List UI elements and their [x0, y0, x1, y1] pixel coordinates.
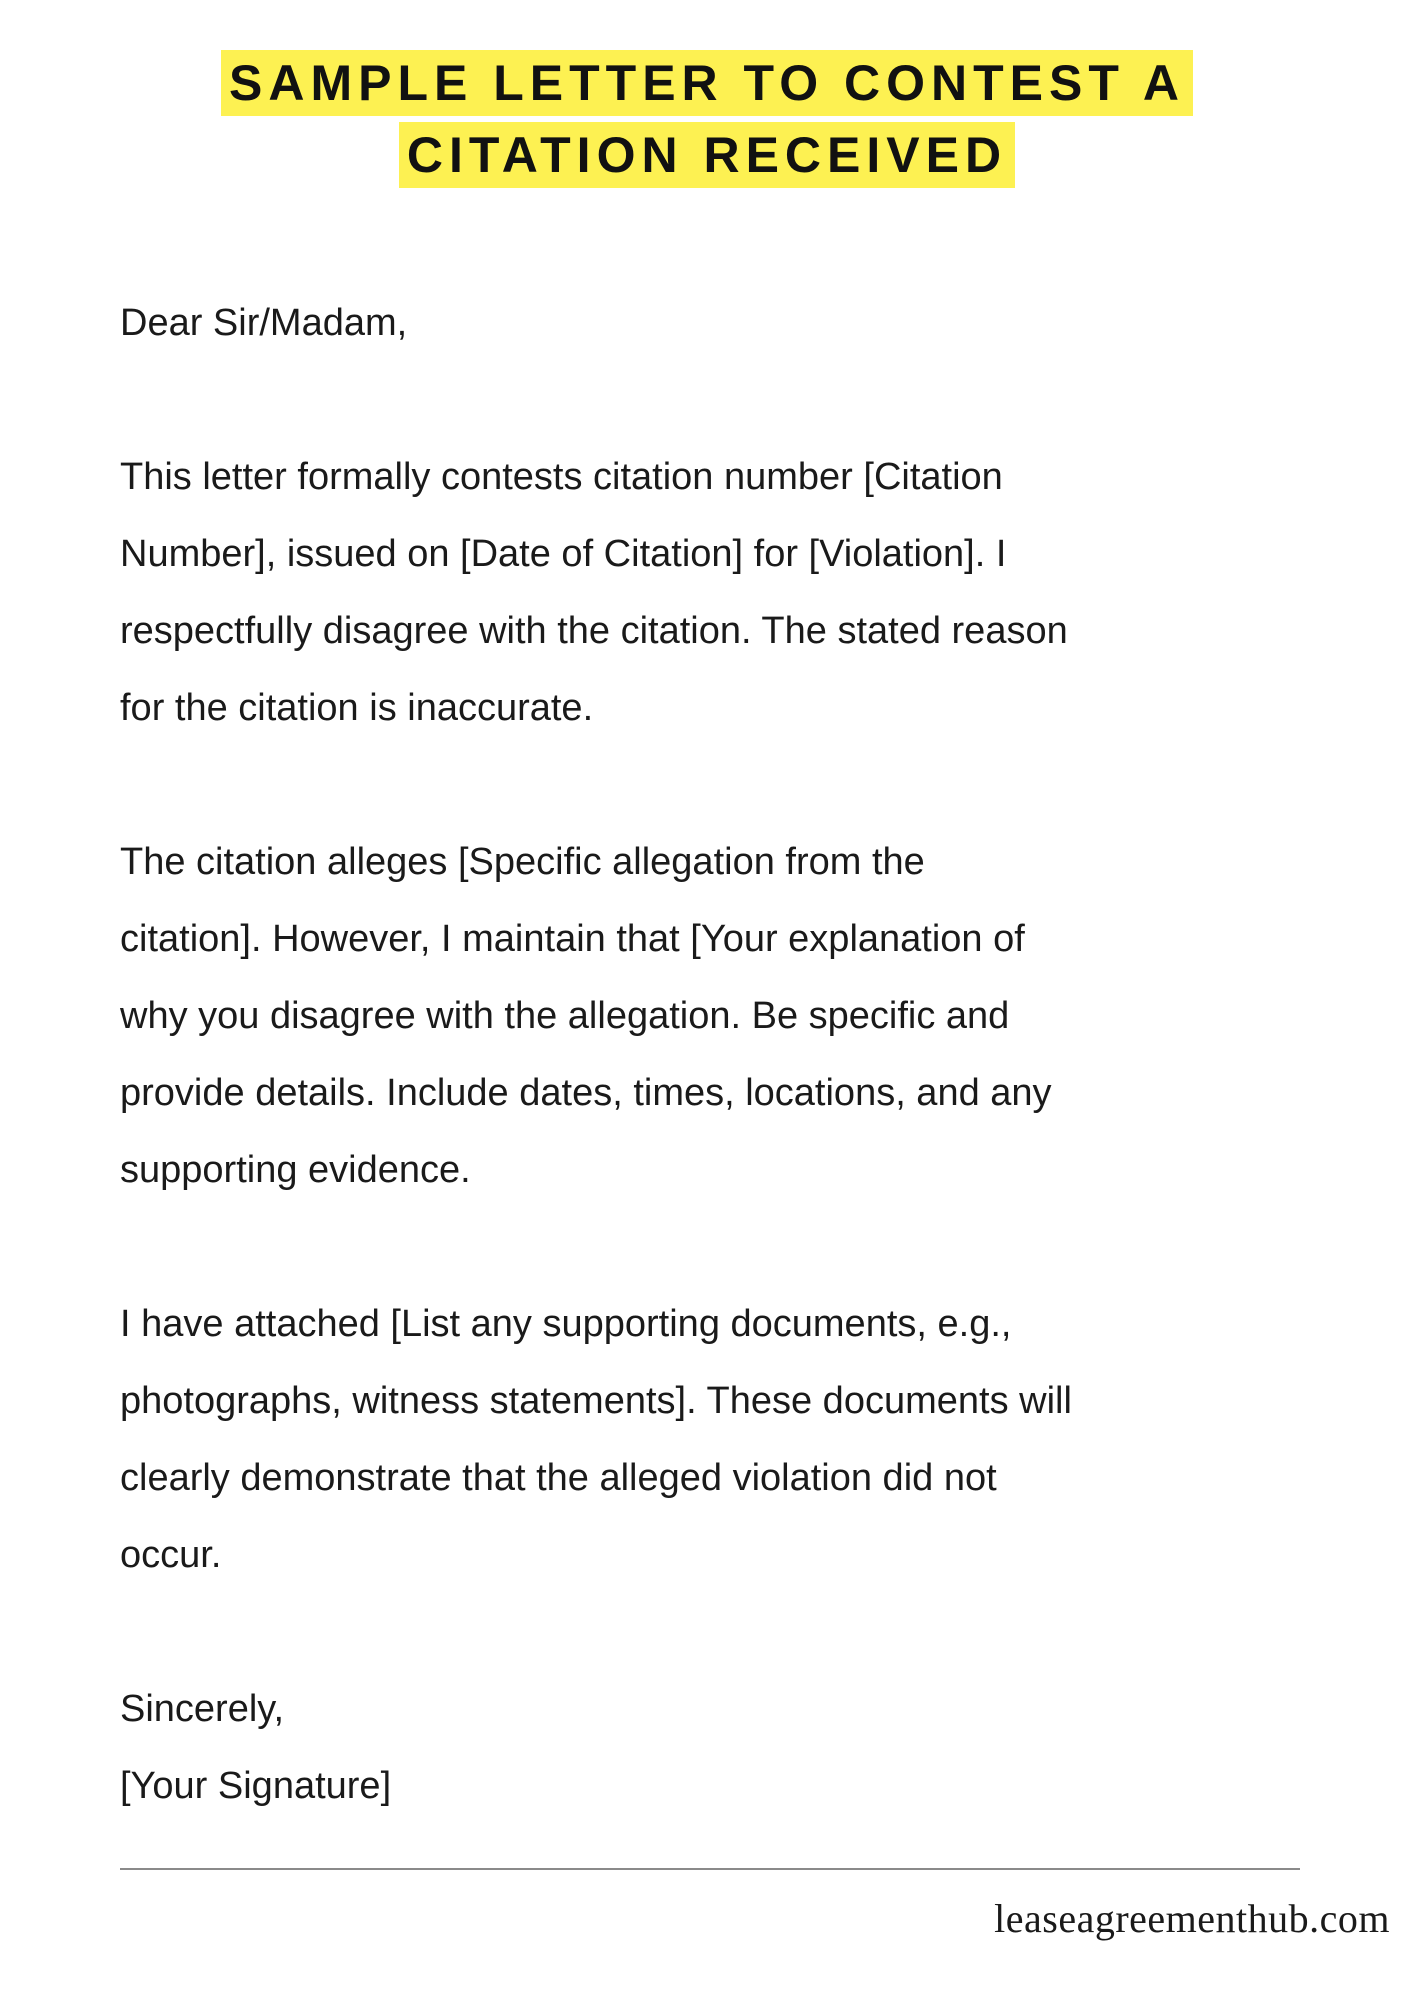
closing-signature: Sincerely, [Your Signature] [120, 1688, 392, 1807]
paragraph-attachments: I have attached [List any supporting documents, e.g., photographs, witness statements]. These documents will clearly demonstrate that the alleged violation did not occur. [120, 1303, 1072, 1576]
letter-body [120, 285, 1350, 1825]
paragraph-explanation: The citation alleges [Specific allegation from the citation]. However, I maintain that [Your explanation of why you disagree with the allegation. Be specific and provide details. Include dates, times, locations, and any supporting evidence. [120, 841, 1052, 1191]
title-line-1: SAMPLE LETTER TO CONTEST A [221, 50, 1193, 116]
paragraph-contest: This letter formally contests citation number [Citation Number], issued on [Date of Citation] for [Violation]. I respectfully disagree with the citation. The stated reason for the citation is inaccurate. [120, 456, 1068, 729]
greeting: Dear Sir/Madam, [120, 302, 408, 344]
footer-divider [120, 1868, 1300, 1870]
footer-website: leaseagreementhub.com [994, 1896, 1390, 1941]
title-block [0, 50, 1414, 194]
title-line-2: CITATION RECEIVED [399, 122, 1015, 188]
